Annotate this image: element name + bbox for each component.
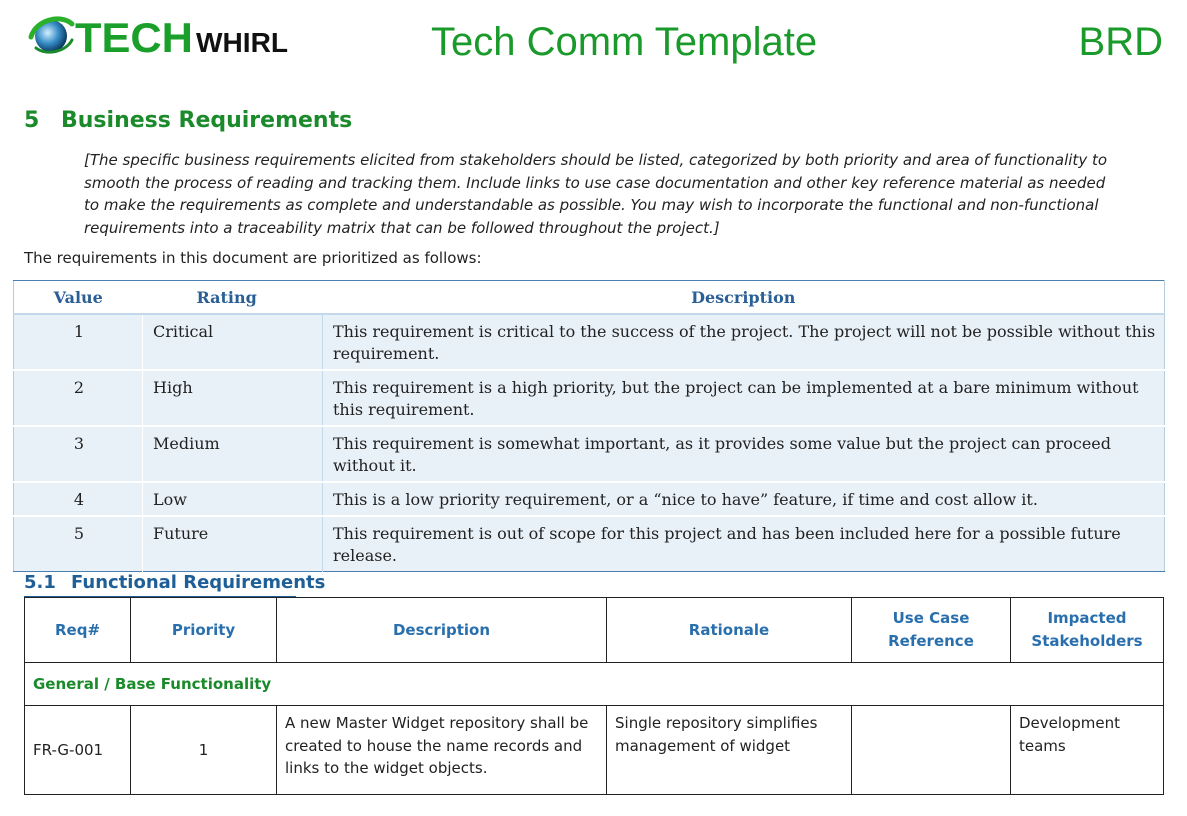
logo-text-tech: TECH (75, 14, 193, 61)
section-intro: [The specific business requirements elicited from stakeholders should be listed, categorized by both priority and area of functionality to smooth the process of reading and tracking them. Include links to use case documentation and other key reference material as needed to make the requirements as complete and understandable as possible. You may wish to incorporate the functional and non-functional requirements into a traceability matrix that can be followed throughout the project.] (84, 151, 1108, 237)
functional-table-header (25, 598, 1164, 663)
priority-rating: High (143, 370, 323, 426)
priority-description: This is a low priority requirement, or a “nice to have” feature, if time and cost allow it. (323, 482, 1165, 516)
header-stakeholders: Impacted Stakeholders (1011, 598, 1164, 663)
priority-row (14, 370, 1165, 426)
table-row (25, 706, 1164, 795)
priority-value: 5 (14, 516, 143, 572)
priority-rating: Future (143, 516, 323, 572)
priority-row (14, 314, 1165, 370)
section-title: Business Requirements (61, 108, 353, 133)
priority-lead-text: The requirements in this document are prioritized as follows: (24, 249, 482, 267)
header-rating: Rating (143, 281, 323, 315)
priority-table-header (14, 281, 1165, 315)
priority-description: This requirement is out of scope for this project and has been included here for a possible future release. (323, 516, 1165, 572)
priority-rating: Low (143, 482, 323, 516)
subsection-number: 5.1 (24, 572, 56, 593)
priority-rating: Medium (143, 426, 323, 482)
req-stakeholders: Development teams (1011, 706, 1164, 795)
priority-row (14, 482, 1165, 516)
group-row (25, 663, 1164, 706)
page-header (0, 0, 1187, 90)
section-number: 5 (24, 108, 40, 133)
req-description: A new Master Widget repository shall be created to house the name records and links to the widget objects. (277, 706, 607, 795)
priority-value: 3 (14, 426, 143, 482)
subsection-heading (24, 572, 325, 593)
header-priority: Priority (131, 598, 277, 663)
header-req: Req# (25, 598, 131, 663)
priority-value: 1 (14, 314, 143, 370)
logo-text-whirl: WHIRL (196, 27, 288, 58)
priority-value: 2 (14, 370, 143, 426)
globe-icon (28, 6, 293, 62)
priority-table (13, 280, 1165, 572)
header-description: Description (277, 598, 607, 663)
req-id: FR-G-001 (25, 706, 131, 795)
priority-rating: Critical (143, 314, 323, 370)
header-description: Description (323, 281, 1165, 315)
document-title: Tech Comm Template (431, 20, 818, 64)
req-rationale: Single repository simplifies management of widget (607, 706, 852, 795)
document-type: BRD (1078, 20, 1163, 64)
section-heading (24, 108, 352, 133)
header-value: Value (14, 281, 143, 315)
priority-description: This requirement is somewhat important, as it provides some value but the project can proceed without it. (323, 426, 1165, 482)
group-label: General / Base Functionality (25, 663, 1164, 706)
req-use-case (852, 706, 1011, 795)
header-use-case: Use Case Reference (852, 598, 1011, 663)
functional-requirements-table (24, 597, 1164, 795)
header-rationale: Rationale (607, 598, 852, 663)
priority-row (14, 426, 1165, 482)
subsection-title: Functional Requirements (71, 572, 326, 593)
priority-row (14, 516, 1165, 572)
techwhirl-logo (28, 6, 293, 62)
priority-description: This requirement is critical to the success of the project. The project will not be possible without this requirement. (323, 314, 1165, 370)
priority-value: 4 (14, 482, 143, 516)
req-priority: 1 (131, 706, 277, 795)
priority-description: This requirement is a high priority, but the project can be implemented at a bare minimum without this requirement. (323, 370, 1165, 426)
